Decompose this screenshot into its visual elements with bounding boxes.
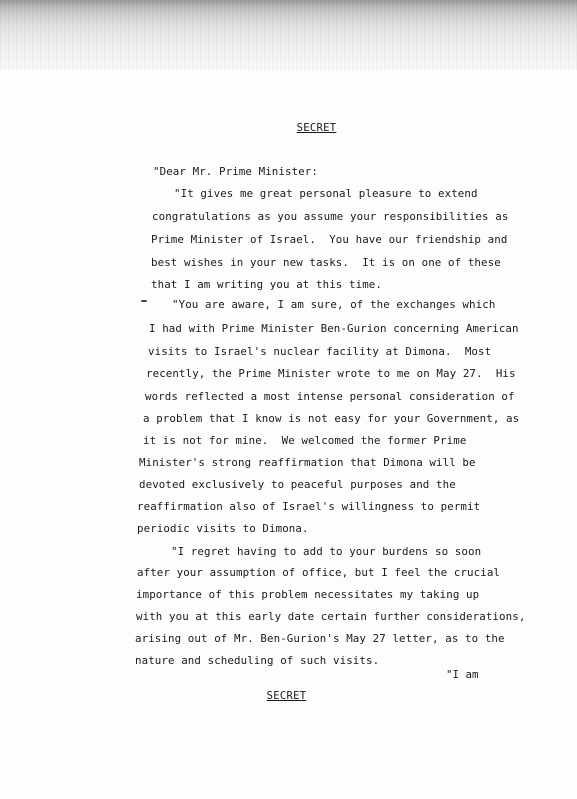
body-line: after your assumption of office, but I feel the crucial xyxy=(137,566,501,579)
salutation: "Dear Mr. Prime Minister: xyxy=(153,165,319,178)
body-line: Minister's strong reaffirmation that Dimona will be xyxy=(139,456,476,469)
body-line: visits to Israel's nuclear facility at Dimona. Most xyxy=(148,345,492,358)
body-line: "It gives me great personal pleasure to extend xyxy=(174,187,478,200)
classification-header: SECRET xyxy=(296,122,337,134)
closing-fragment: "I am xyxy=(446,668,479,681)
body-line: I had with Prime Minister Ben-Gurion concerning American xyxy=(149,322,519,335)
body-line: nature and scheduling of such visits. xyxy=(135,654,380,667)
body-line: words reflected a most intense personal consideration of xyxy=(145,390,515,403)
body-line: devoted exclusively to peaceful purposes and the xyxy=(139,478,456,491)
body-line: "You are aware, I am sure, of the exchanges which xyxy=(172,298,496,311)
body-line: "I regret having to add to your burdens so soon xyxy=(171,545,482,558)
ink-mark xyxy=(141,300,147,302)
body-line: periodic visits to Dimona. xyxy=(137,522,309,535)
classification-footer: SECRET xyxy=(266,690,307,702)
body-line: Prime Minister of Israel. You have our friendship and xyxy=(151,233,508,246)
body-line: importance of this problem necessitates my taking up xyxy=(136,588,480,601)
body-line: with you at this early date certain further considerations, xyxy=(136,610,526,623)
body-line: arising out of Mr. Ben-Gurion's May 27 letter, as to the xyxy=(135,632,505,645)
body-line: a problem that I know is not easy for your Government, as xyxy=(143,412,520,425)
body-line: reaffirmation also of Israel's willingness to permit xyxy=(137,500,481,513)
body-line: it is not for mine. We welcomed the former Prime xyxy=(143,434,467,447)
body-line: that I am writing you at this time. xyxy=(151,278,383,291)
scan-shadow xyxy=(0,0,577,70)
body-line: recently, the Prime Minister wrote to me on May 27. His xyxy=(146,367,516,380)
body-line: best wishes in your new tasks. It is on one of these xyxy=(151,256,501,269)
body-line: congratulations as you assume your responsibilities as xyxy=(152,210,509,223)
